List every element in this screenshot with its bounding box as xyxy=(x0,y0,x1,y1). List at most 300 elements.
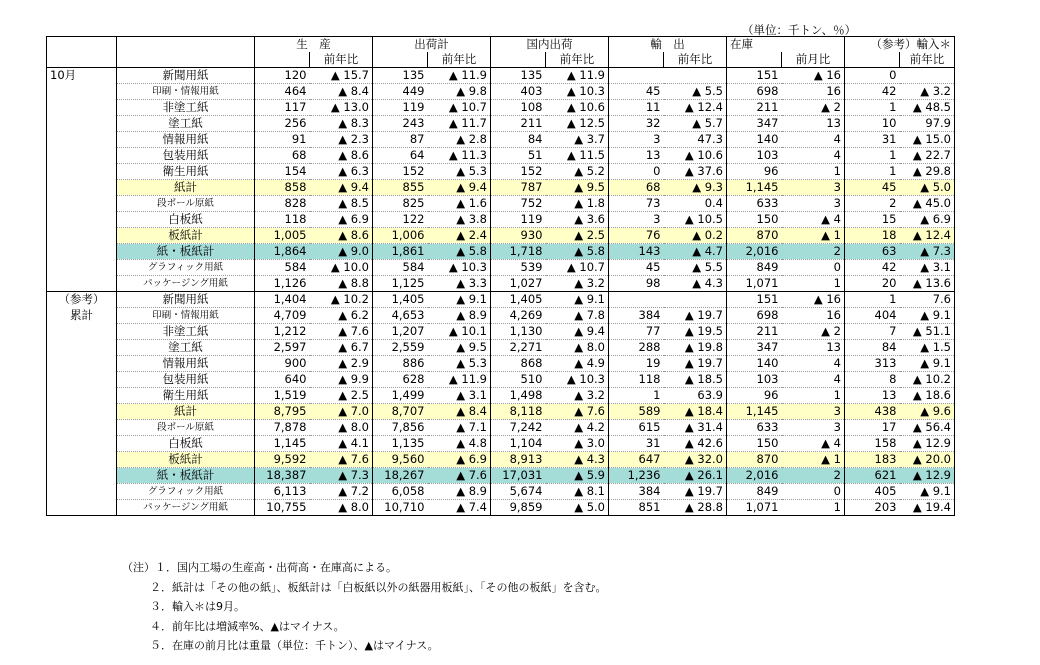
section-cell xyxy=(47,276,117,292)
table-row xyxy=(47,484,955,500)
section-cell xyxy=(47,340,117,356)
value-cell: 7,878 xyxy=(255,420,310,436)
value-cell: 1,145 xyxy=(727,180,782,196)
section-cell xyxy=(47,356,117,372)
header-sub-5: 前年比 xyxy=(900,52,955,68)
table-row xyxy=(47,100,955,116)
table-row xyxy=(47,164,955,180)
ratio-cell: ▲ 9.1 xyxy=(428,292,491,308)
value-cell: 15 xyxy=(845,212,900,228)
value-cell: 449 xyxy=(373,84,428,100)
ratio-cell: 1 xyxy=(782,500,845,516)
ratio-cell: ▲ 9.4 xyxy=(546,324,609,340)
value-cell: 4,269 xyxy=(491,308,546,324)
table-row xyxy=(47,212,955,228)
ratio-cell: ▲ 10.7 xyxy=(546,260,609,276)
ratio-cell: ▲ 8.6 xyxy=(310,228,373,244)
table-row xyxy=(47,452,955,468)
value-cell: 849 xyxy=(727,484,782,500)
ratio-cell: ▲ 11.9 xyxy=(546,68,609,84)
value-cell: 384 xyxy=(609,484,664,500)
table-row xyxy=(47,276,955,292)
ratio-cell: ▲ 18.6 xyxy=(900,388,955,404)
value-cell: 211 xyxy=(491,116,546,132)
value-cell: 73 xyxy=(609,196,664,212)
ratio-cell: ▲ 19.7 xyxy=(664,484,727,500)
value-cell: 31 xyxy=(609,436,664,452)
note-5: ５．在庫の前月比は重量（単位：千トン）、▲はマイナス。 xyxy=(150,639,439,652)
section-cell xyxy=(47,420,117,436)
header-group-4: 在庫 xyxy=(727,37,845,53)
value-cell: 3 xyxy=(609,212,664,228)
value-cell: 384 xyxy=(609,308,664,324)
section-cell xyxy=(47,372,117,388)
ratio-cell: ▲ 4.1 xyxy=(310,436,373,452)
row-label: 段ボール原紙 xyxy=(117,420,255,436)
ratio-cell: ▲ 8.0 xyxy=(310,500,373,516)
value-cell: 1,861 xyxy=(373,244,428,260)
value-cell: 45 xyxy=(845,180,900,196)
ratio-cell: 16 xyxy=(782,84,845,100)
ratio-cell: ▲ 9.1 xyxy=(900,356,955,372)
ratio-cell: ▲ 11.7 xyxy=(428,116,491,132)
table-row xyxy=(47,500,955,516)
ratio-cell: ▲ 9.1 xyxy=(546,292,609,308)
ratio-cell: ▲ 1.6 xyxy=(428,196,491,212)
value-cell: 1,126 xyxy=(255,276,310,292)
value-cell: 203 xyxy=(845,500,900,516)
value-cell: 633 xyxy=(727,420,782,436)
value-cell: 1,864 xyxy=(255,244,310,260)
value-cell: 9,592 xyxy=(255,452,310,468)
header-value-4 xyxy=(727,52,782,68)
value-cell: 1,498 xyxy=(491,388,546,404)
value-cell: 98 xyxy=(609,276,664,292)
row-label: 情報用紙 xyxy=(117,356,255,372)
row-label: 包装用紙 xyxy=(117,148,255,164)
ratio-cell: ▲ 2.9 xyxy=(310,356,373,372)
ratio-cell: ▲ 26.1 xyxy=(664,468,727,484)
section-cell xyxy=(47,500,117,516)
row-label: 紙計 xyxy=(117,180,255,196)
value-cell: 143 xyxy=(609,244,664,260)
value-cell: 1,104 xyxy=(491,436,546,452)
value-cell: 135 xyxy=(373,68,428,84)
ratio-cell: ▲ 7.8 xyxy=(546,308,609,324)
value-cell: 1,005 xyxy=(255,228,310,244)
table-row xyxy=(47,324,955,340)
value-cell: 77 xyxy=(609,324,664,340)
section-label-2: 累計 xyxy=(47,308,117,324)
value-cell: 18,387 xyxy=(255,468,310,484)
row-label: 紙・板紙計 xyxy=(117,244,255,260)
ratio-cell: 3 xyxy=(782,180,845,196)
value-cell: 42 xyxy=(845,260,900,276)
value-cell: 96 xyxy=(727,388,782,404)
table-row xyxy=(47,228,955,244)
ratio-cell: ▲ 11.9 xyxy=(428,372,491,388)
value-cell: 347 xyxy=(727,116,782,132)
value-cell: 1,006 xyxy=(373,228,428,244)
ratio-cell: ▲ 8.6 xyxy=(310,148,373,164)
unit-label: （単位：千トン、％） xyxy=(742,23,857,37)
row-label: 衛生用紙 xyxy=(117,388,255,404)
value-cell: 118 xyxy=(609,372,664,388)
ratio-cell: ▲ 16 xyxy=(782,292,845,308)
header-value-2 xyxy=(491,52,546,68)
ratio-cell: ▲ 10.3 xyxy=(546,84,609,100)
ratio-cell: ▲ 5.9 xyxy=(546,468,609,484)
ratio-cell: ▲ 45.0 xyxy=(900,196,955,212)
value-cell: 621 xyxy=(845,468,900,484)
value-cell: 870 xyxy=(727,452,782,468)
value-cell: 2,559 xyxy=(373,340,428,356)
ratio-cell: ▲ 3.2 xyxy=(546,388,609,404)
value-cell: 510 xyxy=(491,372,546,388)
ratio-cell: ▲ 8.8 xyxy=(310,276,373,292)
ratio-cell: ▲ 42.6 xyxy=(664,436,727,452)
value-cell: 1,130 xyxy=(491,324,546,340)
ratio-cell: ▲ 12.9 xyxy=(900,436,955,452)
ratio-cell: ▲ 4 xyxy=(782,436,845,452)
ratio-cell: ▲ 3.2 xyxy=(546,276,609,292)
section-cell xyxy=(47,116,117,132)
value-cell: 8,118 xyxy=(491,404,546,420)
value-cell: 9,859 xyxy=(491,500,546,516)
value-cell: 628 xyxy=(373,372,428,388)
value-cell: 84 xyxy=(491,132,546,148)
ratio-cell: ▲ 3.0 xyxy=(546,436,609,452)
value-cell: 42 xyxy=(845,84,900,100)
ratio-cell: 4 xyxy=(782,356,845,372)
value-cell: 11 xyxy=(609,100,664,116)
value-cell: 1 xyxy=(845,100,900,116)
value-cell: 855 xyxy=(373,180,428,196)
row-label: 白板紙 xyxy=(117,212,255,228)
value-cell: 32 xyxy=(609,116,664,132)
ratio-cell: ▲ 10.2 xyxy=(900,372,955,388)
value-cell: 4,653 xyxy=(373,308,428,324)
ratio-cell: ▲ 19.4 xyxy=(900,500,955,516)
value-cell: 464 xyxy=(255,84,310,100)
table-row xyxy=(47,404,955,420)
header-item-col-2 xyxy=(117,52,255,68)
value-cell: 151 xyxy=(727,68,782,84)
value-cell: 1,071 xyxy=(727,500,782,516)
value-cell: 84 xyxy=(845,340,900,356)
header-group-5: （参考）輸入＊ xyxy=(845,37,955,53)
section-cell xyxy=(47,404,117,420)
section-cell xyxy=(47,324,117,340)
row-label: 印刷・情報用紙 xyxy=(117,84,255,100)
ratio-cell: ▲ 10.6 xyxy=(664,148,727,164)
header-group-1: 出荷計 xyxy=(373,37,491,53)
section-cell xyxy=(47,452,117,468)
ratio-cell: ▲ 7.4 xyxy=(428,500,491,516)
section-cell xyxy=(47,84,117,100)
ratio-cell: 0 xyxy=(782,484,845,500)
value-cell: 438 xyxy=(845,404,900,420)
value-cell: 51 xyxy=(491,148,546,164)
ratio-cell: ▲ 3.2 xyxy=(900,84,955,100)
ratio-cell: ▲ 3.3 xyxy=(428,276,491,292)
ratio-cell: ▲ 2.8 xyxy=(428,132,491,148)
ratio-cell: ▲ 8.1 xyxy=(546,484,609,500)
value-cell: 1,499 xyxy=(373,388,428,404)
ratio-cell: ▲ 5.2 xyxy=(546,164,609,180)
value-cell: 91 xyxy=(255,132,310,148)
value-cell: 108 xyxy=(491,100,546,116)
value-cell: 211 xyxy=(727,100,782,116)
row-label: パッケージング用紙 xyxy=(117,500,255,516)
section-cell xyxy=(47,388,117,404)
ratio-cell: ▲ 4.9 xyxy=(546,356,609,372)
value-cell: 2,271 xyxy=(491,340,546,356)
ratio-cell: ▲ 19.8 xyxy=(664,340,727,356)
value-cell: 900 xyxy=(255,356,310,372)
ratio-cell: ▲ 2.5 xyxy=(310,388,373,404)
table-row xyxy=(47,420,955,436)
value-cell: 539 xyxy=(491,260,546,276)
value-cell: 6,058 xyxy=(373,484,428,500)
value-cell: 243 xyxy=(373,116,428,132)
value-cell: 119 xyxy=(373,100,428,116)
value-cell: 96 xyxy=(727,164,782,180)
ratio-cell: ▲ 9.5 xyxy=(546,180,609,196)
table-row xyxy=(47,292,955,308)
ratio-cell: ▲ 2.4 xyxy=(428,228,491,244)
table-row xyxy=(47,388,955,404)
ratio-cell: ▲ 12.9 xyxy=(900,468,955,484)
value-cell: 140 xyxy=(727,356,782,372)
value-cell: 2 xyxy=(845,196,900,212)
value-cell: 930 xyxy=(491,228,546,244)
ratio-cell: ▲ 1.8 xyxy=(546,196,609,212)
note-4: ４．前年比は増減率%、▲はマイナス。 xyxy=(150,619,345,633)
ratio-cell: ▲ 0.2 xyxy=(664,228,727,244)
value-cell: 1,404 xyxy=(255,292,310,308)
ratio-cell: ▲ 3.6 xyxy=(546,212,609,228)
table-row xyxy=(47,308,955,324)
ratio-cell: ▲ 4.2 xyxy=(546,420,609,436)
ratio-cell: ▲ 18.5 xyxy=(664,372,727,388)
value-cell: 68 xyxy=(609,180,664,196)
value-cell: 1 xyxy=(845,148,900,164)
ratio-cell: ▲ 9.3 xyxy=(664,180,727,196)
ratio-cell: ▲ 6.9 xyxy=(310,212,373,228)
value-cell: 870 xyxy=(727,228,782,244)
ratio-cell: ▲ 6.3 xyxy=(310,164,373,180)
value-cell: 2,597 xyxy=(255,340,310,356)
value-cell: 31 xyxy=(845,132,900,148)
header-sub-4: 前月比 xyxy=(782,52,845,68)
value-cell: 0 xyxy=(609,164,664,180)
section-label: （参考） xyxy=(47,292,117,308)
value-cell: 19 xyxy=(609,356,664,372)
table-row xyxy=(47,84,955,100)
ratio-cell: ▲ 12.5 xyxy=(546,116,609,132)
value-cell: 9,560 xyxy=(373,452,428,468)
value-cell: 118 xyxy=(255,212,310,228)
header-sub-2: 前年比 xyxy=(546,52,609,68)
ratio-cell: ▲ 9.8 xyxy=(428,84,491,100)
value-cell: 103 xyxy=(727,372,782,388)
value-cell: 7,856 xyxy=(373,420,428,436)
row-label: グラフィック用紙 xyxy=(117,484,255,500)
table-row xyxy=(47,340,955,356)
value-cell: 403 xyxy=(491,84,546,100)
ratio-cell: ▲ 7.1 xyxy=(428,420,491,436)
section-cell xyxy=(47,100,117,116)
ratio-cell: 13 xyxy=(782,340,845,356)
ratio-cell: 16 xyxy=(782,308,845,324)
value-cell: 152 xyxy=(491,164,546,180)
section-cell xyxy=(47,132,117,148)
value-cell: 584 xyxy=(255,260,310,276)
section-cell xyxy=(47,436,117,452)
ratio-cell: ▲ 3.8 xyxy=(428,212,491,228)
ratio-cell: ▲ 22.7 xyxy=(900,148,955,164)
row-label: 包装用紙 xyxy=(117,372,255,388)
value-cell: 787 xyxy=(491,180,546,196)
section-cell xyxy=(47,148,117,164)
value-cell: 404 xyxy=(845,308,900,324)
value-cell: 1 xyxy=(609,388,664,404)
header-value-5 xyxy=(845,52,900,68)
value-cell: 63 xyxy=(845,244,900,260)
value-cell: 119 xyxy=(491,212,546,228)
ratio-cell: ▲ 32.0 xyxy=(664,452,727,468)
table-row xyxy=(47,372,955,388)
ratio-cell: ▲ 7.3 xyxy=(900,244,955,260)
value-cell: 633 xyxy=(727,196,782,212)
header-sub-3: 前年比 xyxy=(664,52,727,68)
ratio-cell: ▲ 6.2 xyxy=(310,308,373,324)
row-label: 情報用紙 xyxy=(117,132,255,148)
row-label: 段ボール原紙 xyxy=(117,196,255,212)
ratio-cell: ▲ 9.5 xyxy=(428,340,491,356)
ratio-cell: ▲ 1 xyxy=(782,452,845,468)
value-cell: 76 xyxy=(609,228,664,244)
table-row xyxy=(47,260,955,276)
value-cell: 647 xyxy=(609,452,664,468)
ratio-cell: ▲ 19.5 xyxy=(664,324,727,340)
value-cell: 1,405 xyxy=(373,292,428,308)
paper-statistics-table xyxy=(46,36,955,516)
ratio-cell: 4 xyxy=(782,372,845,388)
ratio-cell: ▲ 19.7 xyxy=(664,356,727,372)
ratio-cell: ▲ 28.8 xyxy=(664,500,727,516)
table-row xyxy=(47,436,955,452)
value-cell: 828 xyxy=(255,196,310,212)
ratio-cell: ▲ 5.8 xyxy=(428,244,491,260)
value-cell: 849 xyxy=(727,260,782,276)
ratio-cell: ▲ 4.7 xyxy=(664,244,727,260)
section-cell xyxy=(47,228,117,244)
table-row xyxy=(47,68,955,84)
note-3: ３．輸入＊は9月。 xyxy=(150,600,245,613)
section-cell xyxy=(47,180,117,196)
value-cell: 10,710 xyxy=(373,500,428,516)
value-cell: 347 xyxy=(727,340,782,356)
ratio-cell: ▲ 9.4 xyxy=(310,180,373,196)
row-label: 紙・板紙計 xyxy=(117,468,255,484)
note-2: ２．紙計は「その他の紙」、板紙計は「白板紙以外の紙器用板紙」、「その他の板紙」を含む。 xyxy=(150,580,607,594)
ratio-cell: ▲ 12.4 xyxy=(900,228,955,244)
row-label: 新聞用紙 xyxy=(117,292,255,308)
ratio-cell: ▲ 9.4 xyxy=(428,180,491,196)
ratio-cell: ▲ 7.2 xyxy=(310,484,373,500)
ratio-cell: ▲ 5.5 xyxy=(664,260,727,276)
ratio-cell: ▲ 13.0 xyxy=(310,100,373,116)
value-cell: 698 xyxy=(727,308,782,324)
ratio-cell: ▲ 18.4 xyxy=(664,404,727,420)
value-cell: 7 xyxy=(845,324,900,340)
ratio-cell: ▲ 8.9 xyxy=(428,484,491,500)
ratio-cell: 2 xyxy=(782,468,845,484)
header-value-0 xyxy=(255,52,310,68)
section-cell xyxy=(47,164,117,180)
ratio-cell: 3 xyxy=(782,196,845,212)
ratio-cell: ▲ 20.0 xyxy=(900,452,955,468)
ratio-cell: ▲ 8.9 xyxy=(428,308,491,324)
value-cell: 20 xyxy=(845,276,900,292)
ratio-cell: ▲ 8.3 xyxy=(310,116,373,132)
header-sub-1: 前年比 xyxy=(428,52,491,68)
value-cell: 18 xyxy=(845,228,900,244)
section-cell xyxy=(47,212,117,228)
row-label: 板紙計 xyxy=(117,452,255,468)
ratio-cell: ▲ 10.7 xyxy=(428,100,491,116)
value-cell: 256 xyxy=(255,116,310,132)
value-cell: 868 xyxy=(491,356,546,372)
ratio-cell: ▲ 9.0 xyxy=(310,244,373,260)
value-cell: 1,125 xyxy=(373,276,428,292)
ratio-cell: ▲ 10.6 xyxy=(546,100,609,116)
ratio-cell: ▲ 8.4 xyxy=(310,84,373,100)
header-value-3 xyxy=(609,52,664,68)
ratio-cell: 1 xyxy=(782,276,845,292)
value-cell: 1,145 xyxy=(727,404,782,420)
ratio-cell: ▲ 2.3 xyxy=(310,132,373,148)
ratio-cell: ▲ 3.1 xyxy=(428,388,491,404)
value-cell: 103 xyxy=(727,148,782,164)
ratio-cell: ▲ 10.3 xyxy=(428,260,491,276)
ratio-cell: ▲ 5.5 xyxy=(664,84,727,100)
value-cell: 122 xyxy=(373,212,428,228)
value-cell: 1 xyxy=(845,164,900,180)
value-cell: 6,113 xyxy=(255,484,310,500)
ratio-cell: ▲ 19.7 xyxy=(664,308,727,324)
ratio-cell: 63.9 xyxy=(664,388,727,404)
value-cell: 584 xyxy=(373,260,428,276)
header-group-3: 輸 出 xyxy=(609,37,727,53)
value-cell: 158 xyxy=(845,436,900,452)
ratio-cell: ▲ 10.1 xyxy=(428,324,491,340)
ratio-cell: ▲ 9.1 xyxy=(900,484,955,500)
value-cell: 150 xyxy=(727,436,782,452)
ratio-cell xyxy=(664,68,727,84)
value-cell: 1,207 xyxy=(373,324,428,340)
ratio-cell: ▲ 2 xyxy=(782,324,845,340)
section-cell xyxy=(47,196,117,212)
value-cell: 3 xyxy=(609,132,664,148)
value-cell: 211 xyxy=(727,324,782,340)
ratio-cell: ▲ 56.4 xyxy=(900,420,955,436)
ratio-cell: ▲ 8.0 xyxy=(310,420,373,436)
ratio-cell: ▲ 5.0 xyxy=(546,500,609,516)
row-label: 塗工紙 xyxy=(117,116,255,132)
